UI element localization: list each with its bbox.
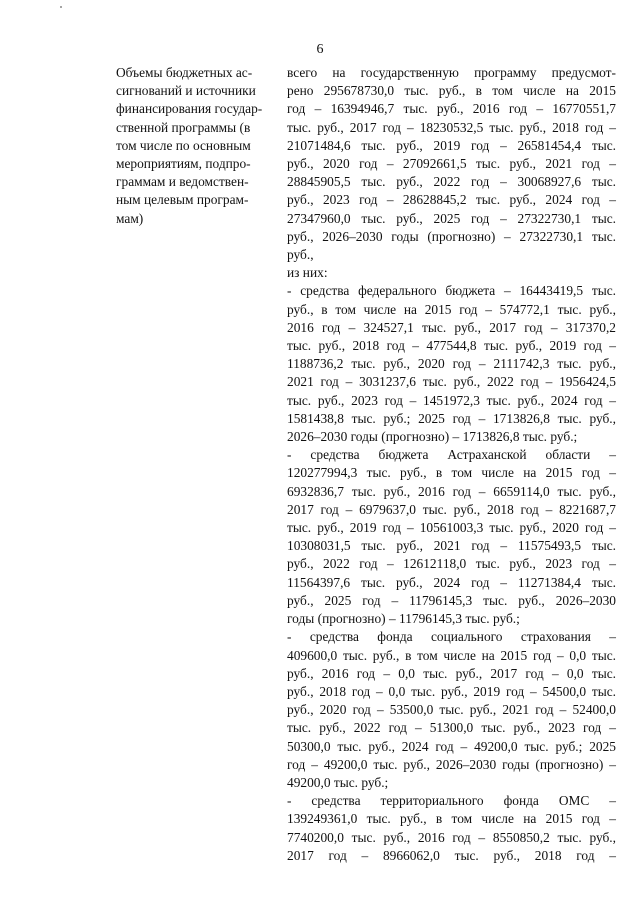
text-line: из них: — [287, 265, 328, 281]
left-line: ственной программы (в — [116, 119, 251, 135]
left-line: Объемы бюджетных ас- — [116, 65, 253, 80]
text-line: 1581438,8 тыс. руб.; 2025 год – 1713826,8 тыс. руб., — [287, 410, 616, 426]
text-line: руб., 2023 год – 28628845,2 тыс. руб., 2024 год – — [287, 192, 616, 208]
text-line: руб., 2026–2030 годы (прогнозно) – 27322730,1 тыс. — [287, 228, 616, 244]
text-line: 1188736,2 тыс. руб., 2020 год – 2111742,3 тыс. руб., — [287, 356, 616, 372]
left-line: ным целевым програм- — [116, 192, 249, 208]
text-line: 21071484,6 тыс. руб., 2019 год – 26581454,4 тыс. — [287, 137, 616, 153]
text-line: руб., 2022 год – 12612118,0 тыс. руб., 2023 год – — [287, 556, 616, 572]
text-line: 2021 год – 3031237,6 тыс. руб., 2022 год – 1956424,5 — [287, 374, 616, 390]
text-line: - средства бюджета Астраханской области – — [287, 447, 616, 463]
text-line: 7740200,0 тыс. руб., 2016 год – 8550850,2 тыс. руб., — [287, 829, 616, 845]
text-line: год – 49200,0 тыс. руб., 2026–2030 годы (прогнозно) – — [287, 756, 616, 772]
text-line: руб., в том числе на 2015 год – 574772,1 тыс. руб., — [287, 301, 616, 317]
left-line: мероприятиям, подпро- — [116, 156, 251, 172]
text-line: 50300,0 тыс. руб., 2024 год – 49200,0 тыс. руб.; 2025 — [287, 738, 616, 754]
text-line: 2016 год – 324527,1 тыс. руб., 2017 год – 317370,2 — [287, 319, 616, 335]
text-line: рено 295678730,0 тыс. руб., в том числе на 2015 — [287, 83, 616, 99]
text-line: тыс. руб., 2023 год – 1451972,3 тыс. руб., 2024 год – — [287, 392, 616, 408]
page-number: 6 — [316, 42, 324, 57]
text-line: тыс. руб., 2022 год – 51300,0 тыс. руб., 2023 год – — [287, 720, 616, 736]
text-line: годы (прогнозно) – 11796145,3 тыс. руб.; — [287, 611, 520, 627]
text-line: - средства фонда социального страхования – — [287, 629, 616, 645]
text-line: 2026–2030 годы (прогнозно) – 1713826,8 тыс. руб.; — [287, 429, 578, 445]
text-line: 409600,0 тыс. руб., в том числе на 2015 год – 0,0 тыс. — [287, 647, 616, 663]
text-line: 28845905,5 тыс. руб., 2022 год – 30068927,6 тыс. — [287, 174, 616, 190]
text-line: руб., 2018 год – 0,0 тыс. руб., 2019 год – 54500,0 тыс. — [287, 683, 616, 699]
text-line: тыс. руб., 2017 год – 18230532,5 тыс. руб., 2018 год – — [287, 119, 616, 135]
text-line: 10308031,5 тыс. руб., 2021 год – 11575493,5 тыс. — [287, 538, 616, 554]
text-line: 6932836,7 тыс. руб., 2016 год – 6659114,0 тыс. руб., — [287, 483, 616, 499]
scan-artifact-dot — [60, 6, 62, 8]
text-line: 120277994,3 тыс. руб., в том числе на 2015 год – — [287, 465, 616, 481]
text-line: тыс. руб., 2018 год – 477544,8 тыс. руб., 2019 год – — [287, 338, 616, 354]
text-line: руб., 2016 год – 0,0 тыс. руб., 2017 год – 0,0 тыс. — [287, 665, 616, 681]
text-line: руб., 2020 год – 53500,0 тыс. руб., 2021 год – 52400,0 — [287, 702, 616, 718]
text-line: год – 16394946,7 тыс. руб., 2016 год – 16770551,7 — [287, 101, 616, 117]
text-line: руб., — [287, 247, 314, 263]
left-line: сигнований и источники — [116, 83, 256, 99]
text-line: всего на государственную программу предусмот- — [287, 65, 616, 80]
text-line: 2017 год – 6979637,0 тыс. руб., 2018 год – 8221687,7 — [287, 501, 616, 517]
text-line: 27347960,0 тыс. руб., 2025 год – 27322730,1 тыс. — [287, 210, 616, 226]
left-line: том числе по основным — [116, 137, 251, 153]
text-line: руб., 2020 год – 27092661,5 тыс. руб., 2021 год – — [287, 156, 616, 172]
left-line: финансирования государ- — [116, 101, 263, 117]
text-line: 11564397,6 тыс. руб., 2024 год – 11271384,4 тыс. — [287, 574, 616, 590]
left-line: мам) — [116, 210, 144, 226]
text-line: 49200,0 тыс. руб.; — [287, 774, 389, 790]
text-line: - средства территориального фонда ОМС – — [287, 793, 616, 809]
text-line: 2017 год – 8966062,0 тыс. руб., 2018 год – — [287, 847, 616, 863]
text-line: руб., 2025 год – 11796145,3 тыс. руб., 2026–2030 — [287, 592, 616, 608]
left-column-label — [116, 64, 270, 228]
text-line: - средства федерального бюджета – 16443419,5 тыс. — [287, 283, 616, 299]
right-column-text — [287, 64, 616, 865]
text-line: 139249361,0 тыс. руб., в том числе на 2015 год – — [287, 811, 616, 827]
left-line: граммам и ведомствен- — [116, 174, 249, 190]
text-line: тыс. руб., 2019 год – 10561003,3 тыс. руб., 2020 год – — [287, 520, 616, 536]
